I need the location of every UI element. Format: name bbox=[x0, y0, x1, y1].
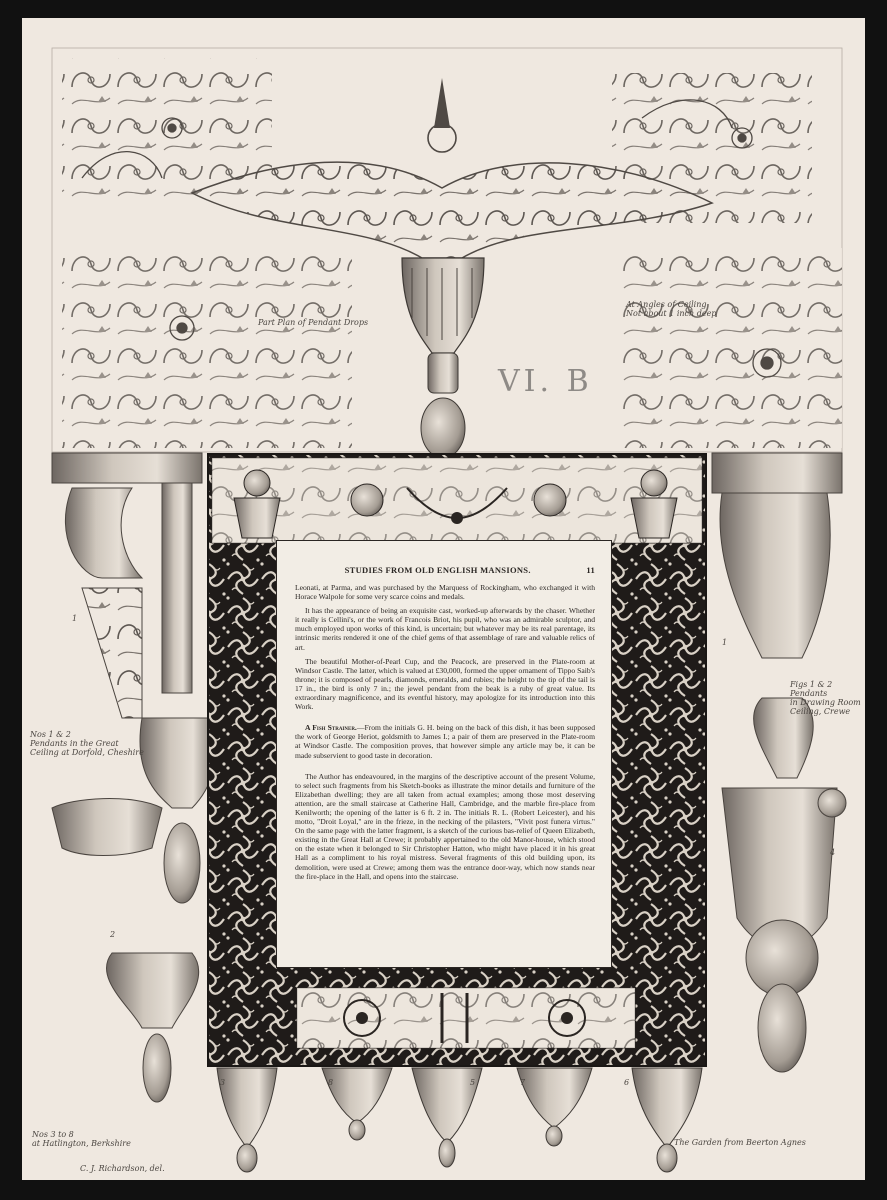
figure-number: 1 bbox=[722, 638, 728, 647]
caption-right-bottom: The Garden from Beerton Agnes bbox=[674, 1138, 806, 1147]
caption-artist: C. J. Richardson, del. bbox=[80, 1164, 165, 1173]
plate-number: VI. B bbox=[498, 364, 593, 399]
page-number: 11 bbox=[586, 565, 595, 575]
paragraph-body: —From the initials G. H. being on the back of this dish, it has been supposed the work of George Heriot, goldsmith to James I.; a pair of them are preserved in the Plate-room at Windsor Castle. The composition proves, that however simple any article may be, it can be made subservient to good taste in decoration. bbox=[295, 723, 595, 760]
figure-number: 4 bbox=[830, 848, 836, 857]
figure-number: 6 bbox=[624, 1078, 630, 1087]
caption-right-pendants: Figs 1 & 2 Pendants in Drawing Room Ceiling, Crewe bbox=[790, 680, 861, 716]
text-page bbox=[276, 540, 612, 968]
paragraph: The beautiful Mother-of-Pearl Cup, and the Peacock, are preserved in the Plate-room at Windsor Castle. The latter, which is valued at £30,000, formed the upper ornament of Tippo Saib's throne; it is composed of pearls, diamonds, emeralds, and rubies; the height to the tip of the tail is 17 in., the bird is only 7 in.; the jewel pendant from the beak is a ruby of great value. Its extraordinary magnificence, and its eventful history, may apologize for its introduction into this Work. bbox=[295, 656, 595, 712]
figure-number: 2 bbox=[110, 930, 116, 939]
figure-number: 5 bbox=[470, 1078, 476, 1087]
figure-number: 3 bbox=[220, 1078, 226, 1087]
figure-number: 1 bbox=[72, 614, 78, 623]
paragraph bbox=[295, 723, 595, 759]
caption-left-pendants: Nos 1 & 2 Pendants in the Great Ceiling at Dorfold, Cheshire bbox=[30, 730, 144, 757]
figure-number: 8 bbox=[328, 1078, 334, 1087]
paragraph: It has the appearance of being an exquisite cast, worked-up afterwards by the chaser. Whether it really is Cellini's, or the work of Francois Briot, his pupil, who was an admirable sculptor, and much employed upon works of this kind, is uncertain; but whatever may be its real parentage, its intrinsic merits rendered it one of the chief gems of that assemblage of rare and valuable relics of art. bbox=[295, 606, 595, 652]
fish-strainer-heading: A Fish Strainer. bbox=[305, 723, 357, 733]
caption-left-bottom: Nos 3 to 8 at Hatlington, Berkshire bbox=[32, 1130, 131, 1148]
page-title: STUDIES FROM OLD ENGLISH MANSIONS. bbox=[344, 565, 531, 575]
figure-number: 7 bbox=[520, 1078, 526, 1087]
caption-ceiling-angles: At Angles of Ceiling Not about 1 inch deep bbox=[626, 300, 717, 318]
paragraph: Leonati, at Parma, and was purchased by the Marquess of Rockingham, who exchanged it with Horace Walpole for some very scarce coins and medals. bbox=[295, 583, 595, 602]
page-header bbox=[295, 565, 595, 575]
caption-pendant-plan: Part Plan of Pendant Drops bbox=[258, 318, 369, 327]
paragraph: The Author has endeavoured, in the margins of the descriptive account of the present Volume, to select such fragments from his Sketch-books as illustrate the minor details and furniture of the Elizabethan dwelling; they are all taken from actual examples; among those most deserving attention, are the small staircase at Catherine Hall, Cambridge, and the marble fire-place from Kenilworth; the opening of the latter is 6 ft. 2 in. The initials R. L. (Robert Leicester), and his motto, "Droit Loyal," are in the frieze, in the necking of the pilasters, "Vivit post funera virtus." On the same page with the latter fragment, is a sketch of the curious bas-relief of Queen Elizabeth, existing in the Great Hall at Crewe; it probably appertained to the old Manor-house, which stood on the estate when it belonged to Sir Christopher Hatton, who might have placed it in his great Hall as a compliment to his royal mistress. Several fragments of this old building upon, its demolition, were used at Crewe; among them was the entrance door-way, which now stands near the fire-place in the Hall, and opens into the staircase. bbox=[295, 771, 595, 881]
